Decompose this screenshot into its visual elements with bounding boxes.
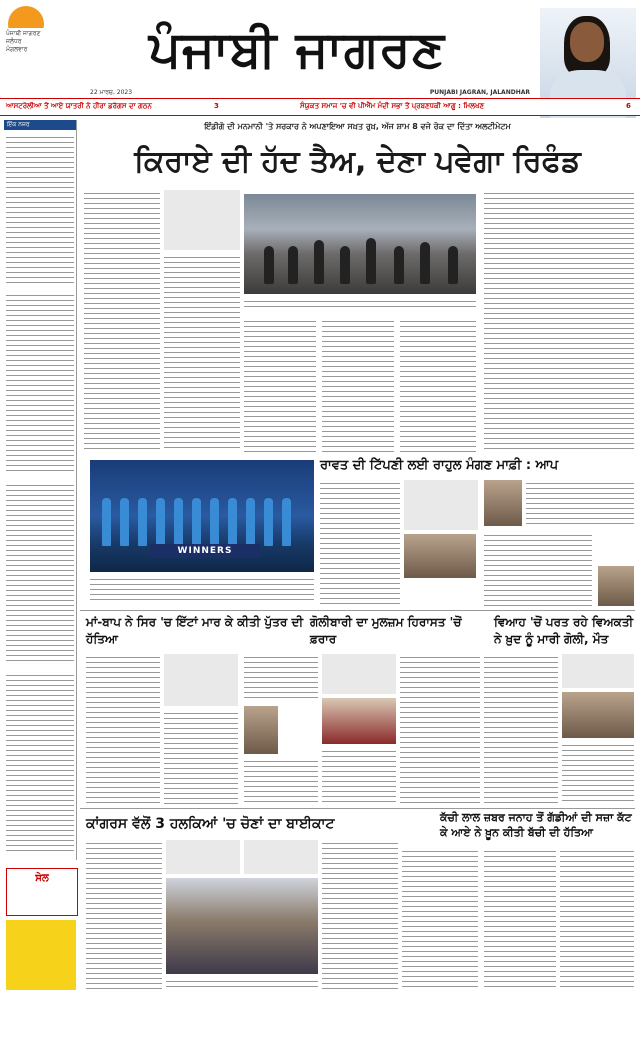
dateline-date: 22 ਮਾਰਚ, 2023 [90, 89, 133, 96]
lead-text-column [400, 318, 476, 452]
rawat-headline[interactable]: ਰਾਵਤ ਦੀ ਟਿੱਪਣੀ ਲਈ ਰਾਹੁਲ ਮੰਗਣ ਮਾਫ਼ੀ : ਆਪ [320, 458, 559, 473]
logo-sun-icon [8, 6, 44, 28]
masthead-info-line: ਮੰਗਲਵਾਰ [6, 46, 28, 53]
portrait-photo [598, 566, 634, 606]
rawat-side-text [484, 532, 592, 606]
photo-caption [244, 298, 476, 310]
rawat-photo [404, 534, 476, 578]
shooting-text [322, 748, 396, 804]
teaser-right-page: 6 [626, 102, 631, 110]
cricket-caption [90, 576, 314, 604]
lead-text-column [164, 254, 240, 452]
masthead-info-line: ਜਲੰਧਰ [6, 38, 22, 45]
dateline-edition: PUNJABI JAGRAN, JALANDHAR [429, 89, 530, 96]
congress-text [86, 840, 162, 990]
teaser-bar [0, 98, 640, 116]
wedding-factbox [562, 654, 634, 688]
shooting-text [244, 758, 318, 804]
congress-headline[interactable]: ਕਾਂਗਰਸ ਵੱਲੋਂ 3 ਹਲਕਿਆਂ 'ਚ ਚੋਣਾਂ ਦਾ ਬਾਈਕਾਟ [86, 816, 335, 832]
parents-text [86, 654, 160, 804]
left-column-text [6, 134, 74, 284]
right-top-story [484, 190, 634, 452]
congress-caption [166, 978, 318, 990]
strip-headline[interactable]: ਇੰਡੀਗੋ ਦੀ ਮਨਮਾਨੀ 'ਤੇ ਸਰਕਾਰ ਨੇ ਅਪਣਾਇਆ ਸਖ਼ਤ ਰੁਖ਼, ਅੱਜ ਸ਼ਾਮ 8 ਵਜੇ ਰੋਕ ਦਾ ਦਿੱਤਾ ਅਲਟੀਮੇਟਮ [204, 122, 511, 131]
congress-text [322, 840, 398, 990]
congress-quote [244, 840, 318, 874]
lead-text-column [84, 190, 160, 452]
rawat-side-text [526, 480, 634, 526]
shooting-factbox [322, 654, 396, 694]
masthead-info-line: ਪੰਜਾਬੀ ਜਾਗਰਣ [6, 30, 41, 37]
cricket-photo [90, 460, 314, 572]
hospital-photo [322, 698, 396, 744]
parents-factbox [164, 654, 238, 706]
congress-quote [166, 840, 240, 874]
parents-headline[interactable]: ਮਾਂ-ਬਾਪ ਨੇ ਸਿਰ 'ਚ ਇੱਟਾਂ ਮਾਰ ਕੇ ਕੀਤੀ ਪੁੱਤਰ ਦੀ ਹੱਤਿਆ [86, 615, 304, 646]
left-column-text [6, 482, 74, 662]
wedding-text [484, 654, 558, 804]
congress-press-photo [166, 878, 318, 974]
airport-photo [244, 194, 476, 294]
left-ad-label: ਸੇਲ [35, 873, 49, 884]
lead-factbox [164, 190, 240, 250]
cricket-banner: WINNERS [150, 544, 260, 558]
dowry-headline[interactable]: ਕੱਚੀ ਲਾਲ ਜ਼ਬਰ ਜਨਾਹ ਤੋਂ ਗੱਡੀਆਂ ਦੀ ਸਜ਼ਾ ਕੱਟ ਕੇ ਆਏ ਨੇ ਖ਼ੂਨ ਕੀਤੀ ਬੱਚੀ ਦੀ ਹੱਤਿਆ [440, 811, 632, 839]
accused-photo [244, 706, 278, 754]
dowry-text [484, 848, 556, 990]
wedding-text [562, 742, 634, 804]
divider [80, 610, 635, 611]
left-column-text [6, 292, 74, 472]
masthead-title: ਪੰਜਾਬੀ ਜਾਗਰਣ [148, 19, 446, 78]
rawat-factbox [404, 480, 478, 530]
shooting-headline[interactable]: ਗੋਲੀਬਾਰੀ ਦਾ ਮੁਲਜ਼ਮ ਹਿਰਾਸਤ 'ਚੋਂ ਫ਼ਰਾਰ [310, 615, 462, 646]
congress-text [402, 848, 478, 990]
shooting-text [400, 654, 480, 804]
shooting-text [244, 654, 318, 702]
left-ad[interactable] [6, 868, 78, 916]
left-ad-yellow[interactable] [6, 920, 76, 990]
wedding-headline[interactable]: ਵਿਆਹ 'ਚੋਂ ਪਰਤ ਰਹੇ ਵਿਅਕਤੀ ਨੇ ਖ਼ੁਦ ਨੂੰ ਮਾਰੀ ਗੋਲੀ, ਮੌਤ [494, 615, 634, 646]
rawat-text [320, 480, 400, 606]
dateline [90, 88, 620, 97]
wedding-photo [562, 692, 634, 738]
masthead-info [6, 30, 86, 54]
lead-headline[interactable]: ਕਿਰਾਏ ਦੀ ਹੱਦ ਤੈਅ, ਦੇਣਾ ਪਵੇਗਾ ਰਿਫੰਡ [134, 144, 581, 179]
parents-text [164, 710, 238, 804]
teaser-left-page: 3 [214, 102, 219, 110]
teaser-right[interactable]: ਸੰਯੁਕਤ ਸਮਾਜ 'ਚ ਵੀ ਪੀਐੱਮ ਮੰਦੀ ਸਭਾ ਤੋਂ ਪ੍ਰਬਣਧਕੀ ਆਗੂ : ਮਿਲਖਣ [300, 102, 485, 110]
teaser-left[interactable]: ਆਸਟਰੇਲੀਆ ਤੋਂ ਆਏ ਯਾਤਰੀ ਨੇ ਹੀਰਾ ਡਰੱਗਸ ਦਾ ਗਠਨ [6, 102, 152, 110]
divider [80, 808, 635, 809]
portrait-photo [484, 480, 522, 526]
left-column-header: ਇੱਕ ਨਜ਼ਰ [4, 120, 76, 130]
lead-text-column [322, 318, 394, 452]
left-column-text [6, 672, 74, 852]
dowry-text [560, 848, 634, 990]
left-column [4, 120, 77, 860]
lead-text-column [244, 318, 316, 452]
